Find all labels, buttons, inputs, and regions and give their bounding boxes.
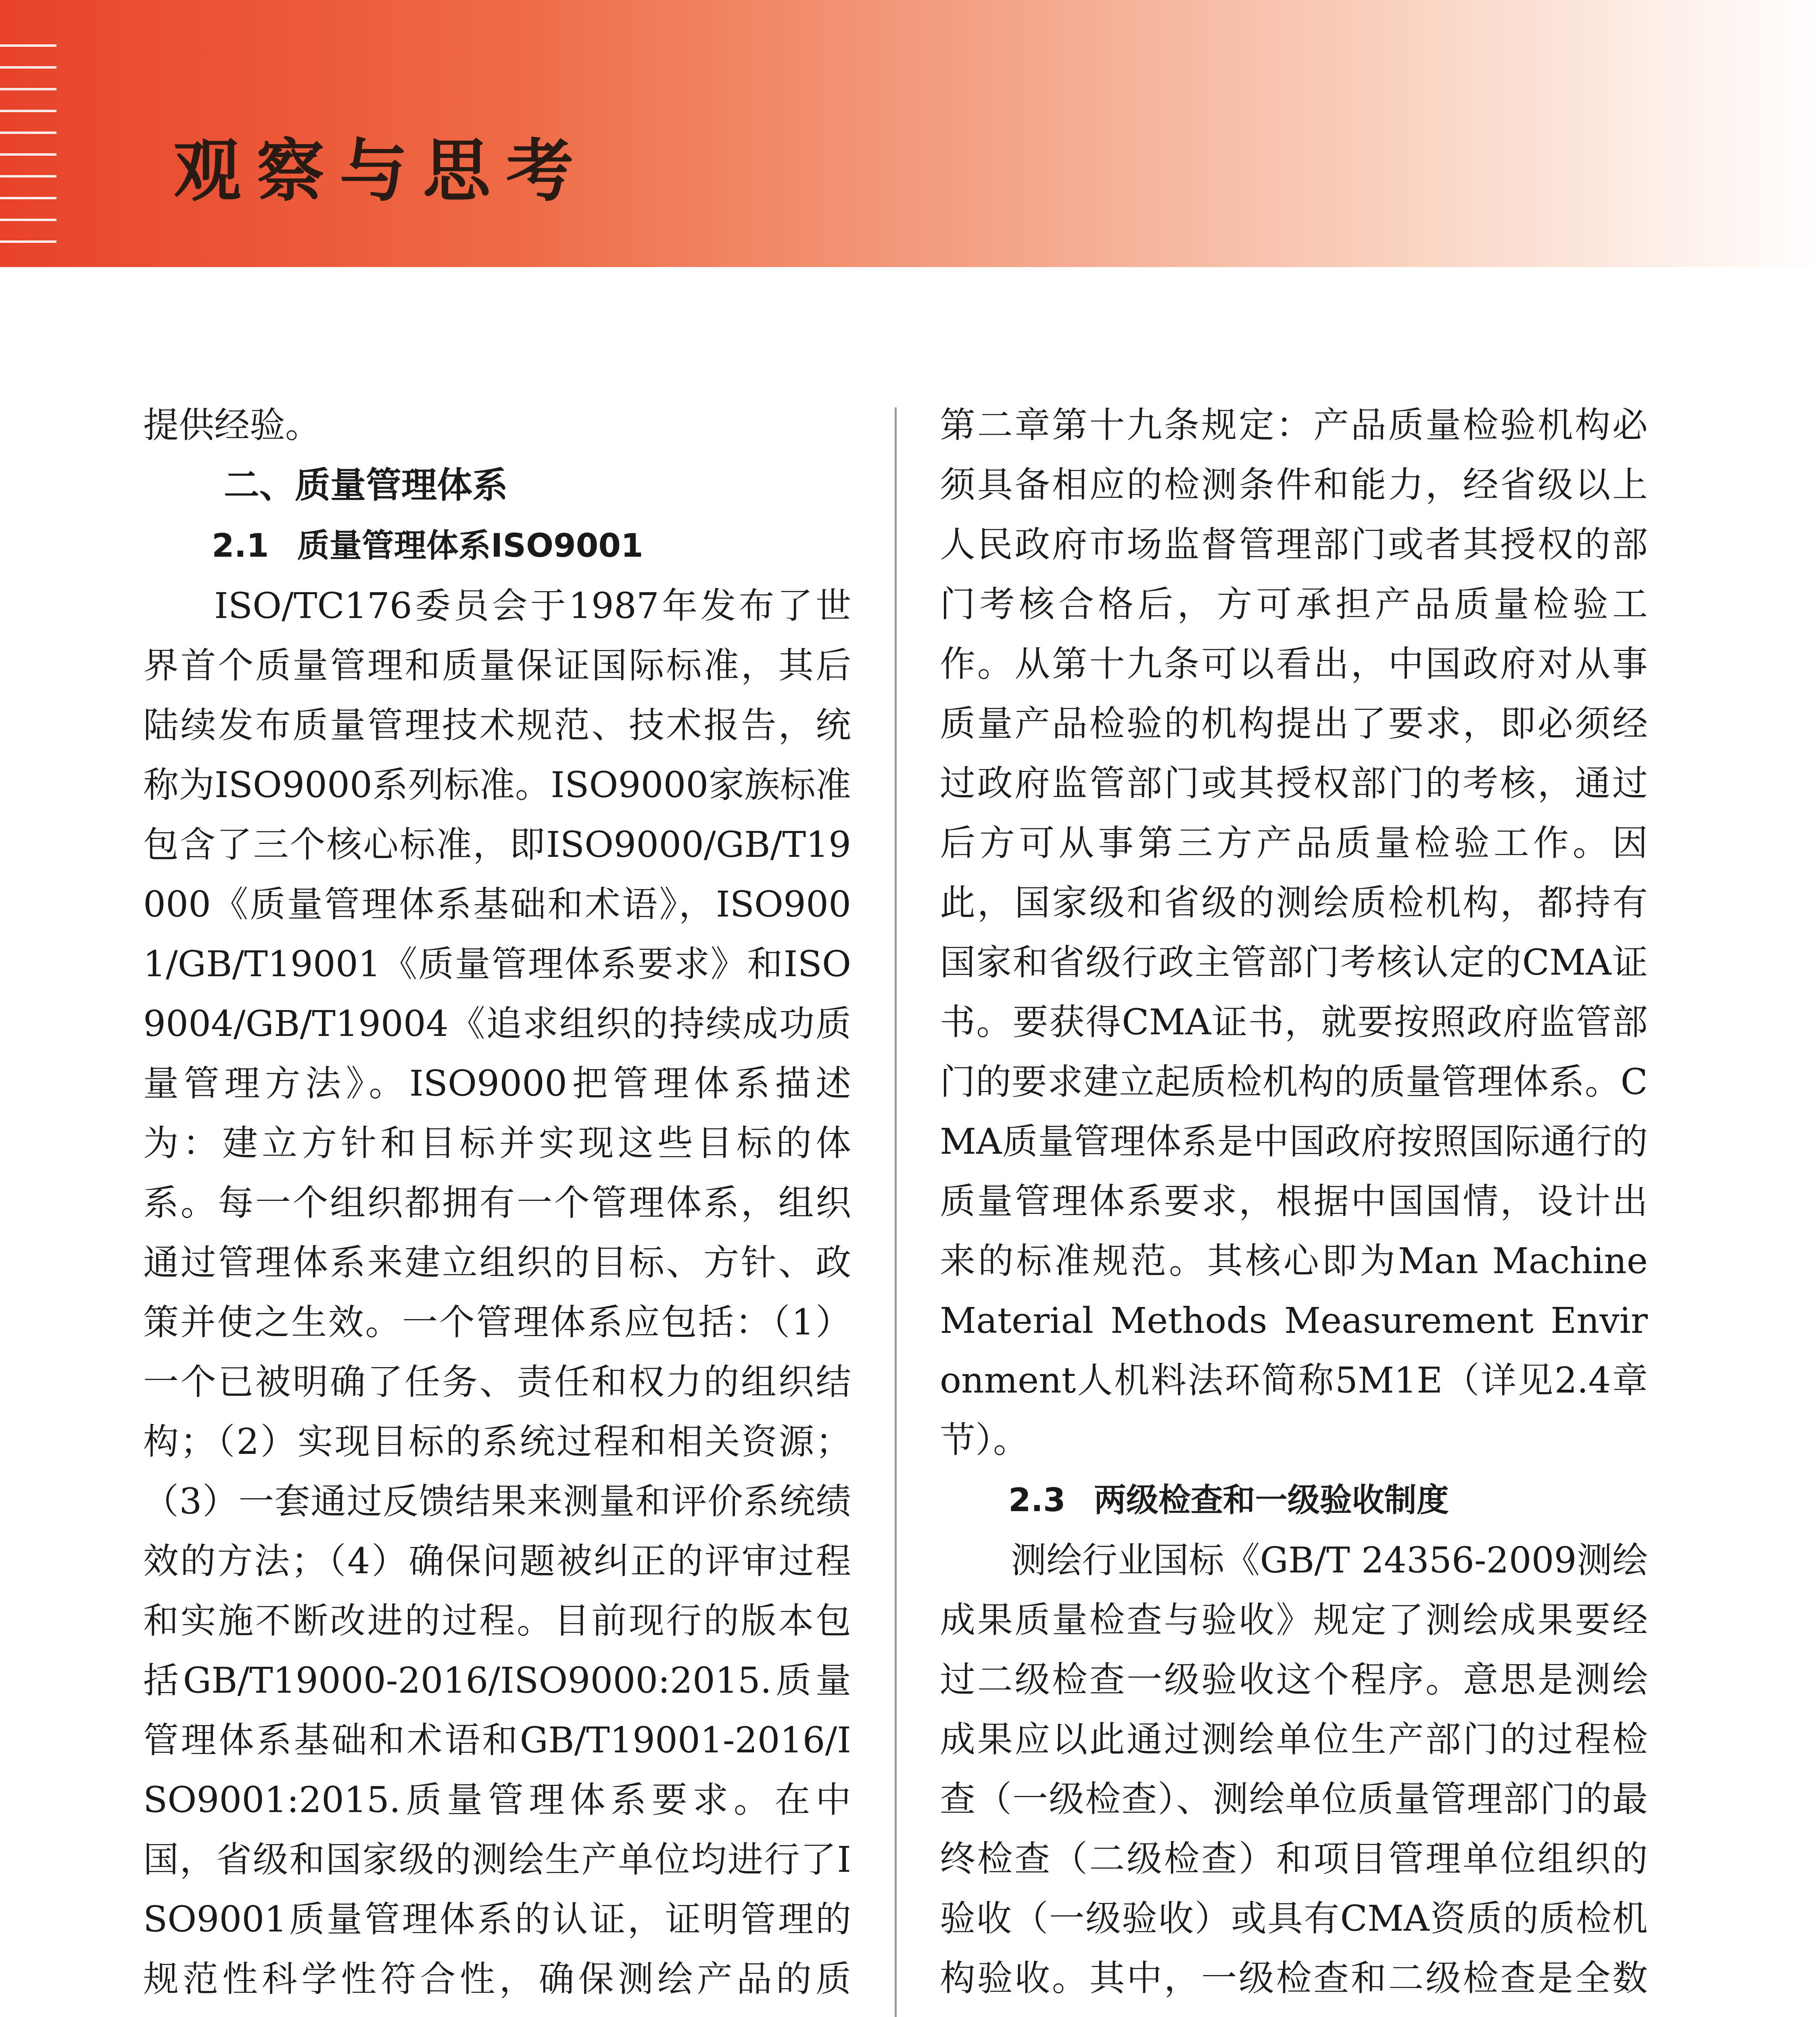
intro-text: 提供经验。 — [143, 404, 321, 446]
left-column — [143, 395, 851, 2017]
section-heading: 二、质量管理体系 — [224, 464, 508, 506]
right-column — [940, 395, 1648, 2017]
subsection-title: 质量管理体系ISO9001 — [297, 527, 643, 564]
column-divider — [895, 407, 897, 2017]
subsection-heading-2-1 — [143, 516, 851, 576]
paragraph-inspection: 测绘行业国标《GB/T 24356-2009测绘成果质量检查与验收》规定了测绘成果要经过二级检查一级验收这个程序。意思是测绘成果应以此通过测绘单位生产部门的过程检查（一级检查）、测绘单位质量管理部门的最终检查（二级检查）和项目管理单位组织的验收（一级验收）或具有CMA资质的质检机构验收。其中，一级检查和二级检查是全数 — [940, 1539, 1648, 1999]
subsection-title: 两级检查和一级验收制度 — [1094, 1481, 1449, 1519]
section-header-title: 观察与思考 — [173, 132, 589, 211]
decorative-stripes — [0, 44, 56, 250]
paragraph-iso9001: ISO/TC176委员会于1987年发布了世界首个质量管理和质量保证国际标准，其后陆续发布质量管理技术规范、技术报告，统称为ISO9000系列标准。ISO9000家族标准包含了三个核心标准，即ISO9000/GB/T19000《质量管理体系基础和术语》，ISO9001/GB/T19001《质量管理体系要求》和ISO9004/GB/T19004《追求组织的持续成功质量管理方法》。ISO9000把管理体系描述为：建立方针和目标并实现这些目标的体系。每一个组织都拥有一个管理体系，组织通过管理体系来建立组织的目标、方针、政策并使之生效。一个管理体系应包括：（1）一个已被明确了任务、责任和权力的组织结构；（2）实现目标的系统过程和相关资源；（3）一套通过反馈结果来测量和评价系统绩效的方法；（4）确保问题被纠正的评审过程和实施不断改进的过程。目前现行的版本包括GB/T19000-2016/ISO9000:2015.质量管理体系基础和术语和GB/T19001-2016/ISO9001:2015.质量管理体系要求。在中国，省级和国家级的测绘生产单位均进行了ISO9001质量管理体系的认证，证明管理的规范性科学性符合性，确保测绘产品的质 — [143, 585, 851, 2000]
subsection-number: 2.1 — [212, 527, 269, 564]
subsection-heading-2-3 — [940, 1470, 1648, 1530]
header-banner — [0, 0, 1820, 267]
subsection-number: 2.3 — [1008, 1481, 1066, 1519]
paragraph-cma-continued: 第二章第十九条规定：产品质量检验机构必须具备相应的检测条件和能力，经省级以上人民政府市场监督管理部门或者其授权的部门考核合格后，方可承担产品质量检验工作。从第十九条可以看出，中国政府对从事质量产品检验的机构提出了要求，即必须经过政府监管部门或其授权部门的考核，通过后方可从事第三方产品质量检验工作。因此，国家级和省级的测绘质检机构，都持有国家和省级行政主管部门考核认定的CMA证书。要获得CMA证书，就要按照政府监管部门的要求建立起质检机构的质量管理体系。CMA质量管理体系是中国政府按照国际通行的质量管理体系要求，根据中国国情，设计出来的标准规范。其核心即为Man Machine Material Methods Measurement Environment人机料法环简称5M1E（详见2.4章节）。 — [940, 404, 1648, 1461]
